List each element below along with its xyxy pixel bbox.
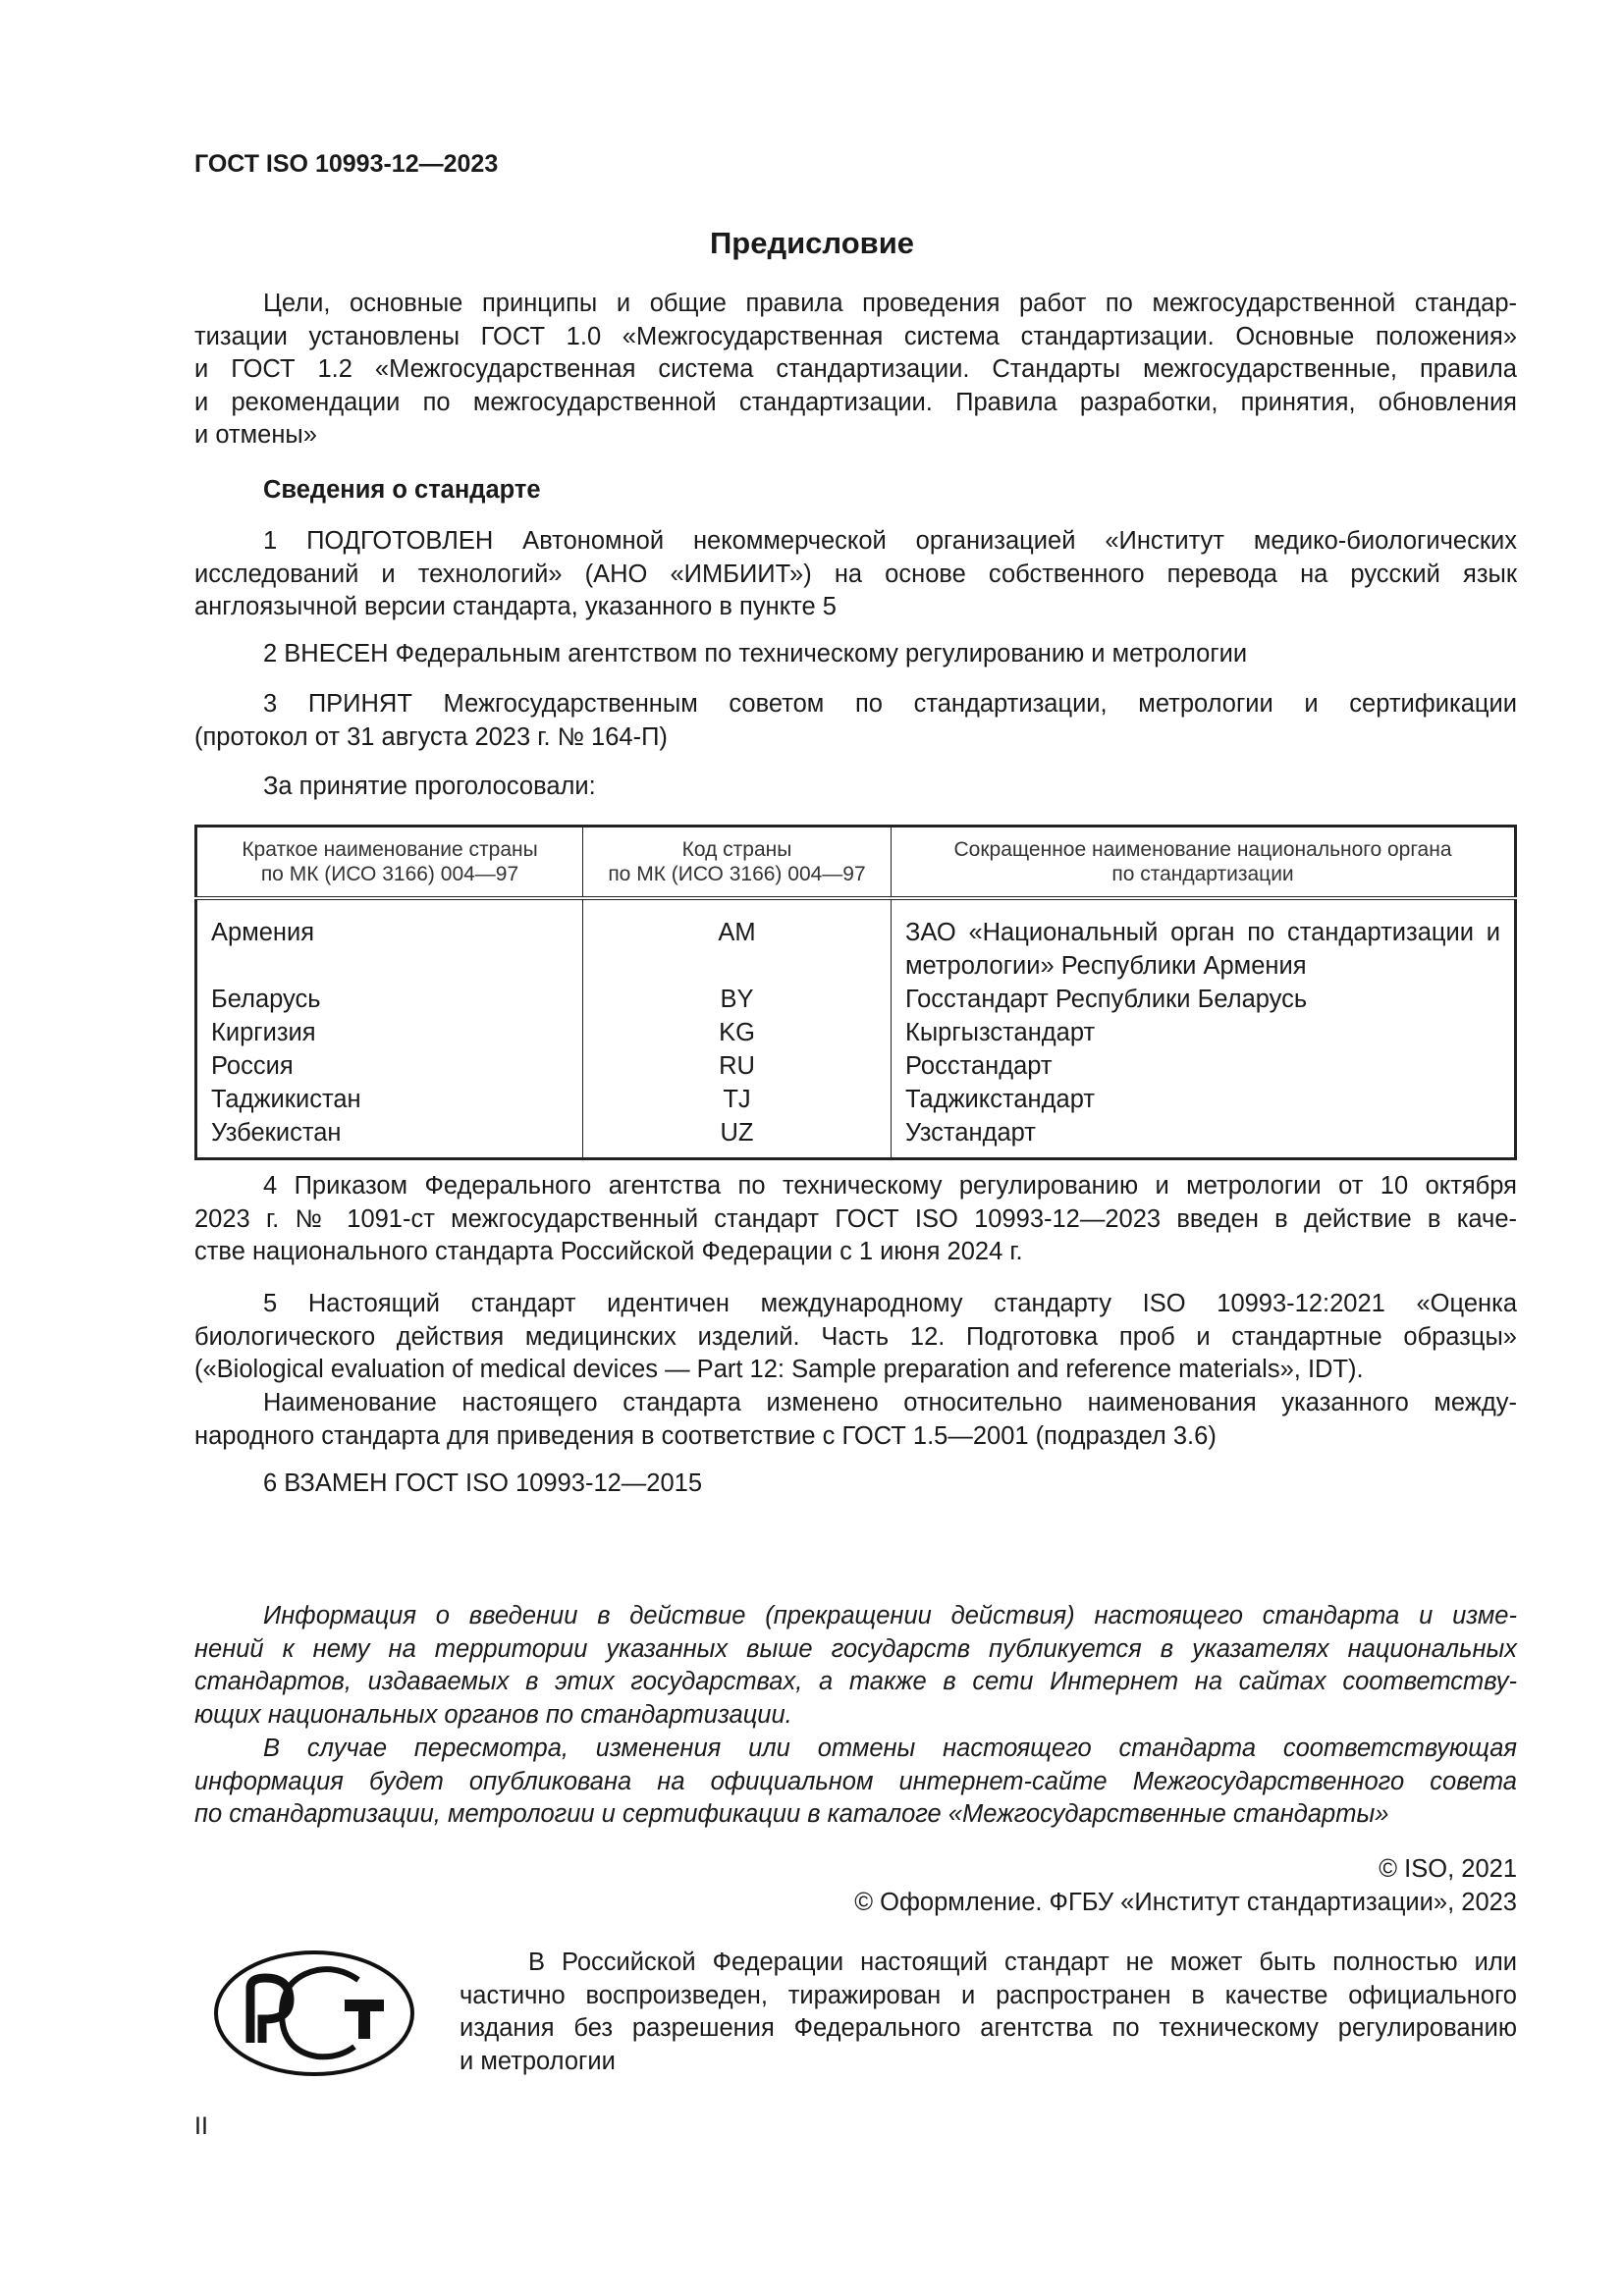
text-line: 2 ВНЕСЕН Федеральным агентством по техническому регулированию и метрологии [263,640,1248,667]
cell-code: UZ [583,1116,892,1159]
text-line: по стандартизации, метрологии и сертификации в каталоге «Межгосударственные стандарты» [194,1800,1389,1829]
item-6-replaces [194,1468,1517,1501]
rst-logo [211,1949,417,2083]
cell-country: Узбекистан [196,1116,583,1159]
section-heading-text: Сведения о стандарте [263,476,541,504]
cell-country: Беларусь [196,983,583,1016]
text-line: народного стандарта для приведения в соответствие с ГОСТ 1.5—2001 (подраздел 3.6) [194,1421,1217,1450]
copyright-iso: © ISO, 2021 [1379,1855,1517,1883]
table-row [196,1083,1516,1116]
table-header-row [196,827,1516,899]
text-line: ющих национальных органов по стандартизации. [194,1700,792,1729]
column-header-country: Краткое наименование страны по МК (ИСО 3166) 004—97 [196,827,583,899]
copyright-design: © Оформление. ФГБУ «Институт стандартизации», 2023 [854,1888,1517,1916]
text-line: Наименование настоящего стандарта изменено относительно наименования указанного между- [263,1389,1517,1416]
text-line: информация будет опубликована на официальном интернет-сайте Межгосударственного совета [194,1767,1517,1795]
text-line: биологического действия медицинских изделий. Часть 12. Подготовка проб и стандартные образцы» [194,1322,1517,1351]
text-line: В Российской Федерации настоящий стандарт не может быть полностью или [528,1949,1517,1976]
cell-country: Киргизия [196,1016,583,1049]
table-row [196,1116,1516,1159]
info-paragraph-1 [194,1600,1517,1732]
table-row [196,1016,1516,1049]
text-line: Информация о введении в действие (прекращении действия) настоящего стандарта и изме- [263,1602,1517,1629]
text-line: нений к нему на территории указанных выше государств публикуется в указателях национальных [194,1634,1517,1663]
text-line: исследований и технологий» (АНО «ИМБИИТ») на основе собственного перевода на русский язык [194,560,1517,588]
text-line: стве национального стандарта Российской Федерации с 1 июня 2024 г. [194,1238,1023,1266]
text-line: 1 ПОДГОТОВЛЕН Автономной некоммерческой организацией «Институт медико-биологических [263,527,1517,555]
text-line: и метрологии [460,2047,616,2075]
item-4-order [194,1170,1517,1269]
voted-label [194,771,1517,804]
cell-organization: Кыргызстандарт [905,1019,1096,1046]
cell-code: AM [583,898,892,983]
cell-organization: Росстандарт [905,1052,1053,1080]
text-line: англоязычной версии стандарта, указанного в пункте 5 [194,593,837,621]
table-row [196,898,1516,983]
item-5-identical [194,1288,1517,1387]
item-1-prepared [194,525,1517,624]
item-2-submitted [194,638,1517,671]
column-header-organization: Сокращенное наименование национального органа по стандартизации [892,827,1516,899]
cell-code: BY [583,983,892,1016]
cell-country: Армения [196,898,583,983]
cell-organization: Госстандарт Республики Беларусь [905,986,1308,1013]
page-number: II [194,2112,208,2140]
cell-country: Таджикистан [196,1083,583,1116]
text-line: 5 Настоящий стандарт идентичен международному стандарту ISO 10993-12:2021 «Оценка [263,1290,1517,1317]
cell-organization: Узстандарт [905,1119,1036,1147]
page-title: Предисловие [709,226,914,260]
text-line: и отмены» [194,421,317,450]
text-line: 4 Приказом Федерального агентства по техническому регулированию и метрологии от 10 октября [263,1172,1517,1200]
section-heading [194,474,1517,507]
cell-code: TJ [583,1083,892,1116]
cell-code: RU [583,1049,892,1083]
column-header-code: Код страны по МК (ИСО 3166) 004—97 [583,827,892,899]
cell-country: Россия [196,1049,583,1083]
intro-paragraph [194,288,1517,453]
text-line: За принятие проголосовали: [263,773,596,800]
text-line: частично воспроизведен, тиражирован и распространен в качестве официального [460,1981,1517,2009]
table-row [196,1049,1516,1083]
item-3-adopted [194,688,1517,754]
info-paragraph-2 [194,1733,1517,1832]
document-id: ГОСТ ISO 10993-12—2023 [194,150,499,178]
text-line: В случае пересмотра, изменения или отмены настоящего стандарта соответствующая [263,1735,1517,1762]
text-line: 6 ВЗАМЕН ГОСТ ISO 10993-12—2015 [263,1469,703,1497]
text-line: стандартов, издаваемых в этих государствах, а также в сети Интернет на сайтах соответству- [194,1668,1517,1696]
copyright-block [194,1853,1517,1919]
text-line: и рекомендации по межгосударственной стандартизации. Правила разработки, принятия, обновления [194,388,1517,416]
text-line: издания без разрешения Федерального агентства по техническому регулированию [460,2014,1517,2043]
item-5-name-change [194,1387,1517,1453]
cell-code: KG [583,1016,892,1049]
voting-countries-table [194,825,1517,1160]
table-row [196,983,1516,1016]
text-line: (протокол от 31 августа 2023 г. № 164-П) [194,722,668,751]
text-line: и ГОСТ 1.2 «Межгосударственная система стандартизации. Стандарты межгосударственные, правила [194,355,1517,384]
text-line: 2023 г. № 1091-ст межгосударственный стандарт ГОСТ ISO 10993-12—2023 введен в действие в каче- [194,1204,1517,1233]
cell-organization: ЗАО «Национальный орган по стандартизации и метрологии» Республики Армения [905,919,1500,980]
text-line: («Biological evaluation of medical devices — Part 12: Sample preparation and reference materials», IDT). [194,1356,1364,1384]
cell-organization: Таджикстандарт [905,1086,1096,1113]
text-line: Цели, основные принципы и общие правила проведения работ по межгосударственной стандар- [263,290,1517,317]
text-line: тизации установлены ГОСТ 1.0 «Межгосударственная система стандартизации. Основные положения» [194,322,1517,350]
text-line: 3 ПРИНЯТ Межгосударственным советом по стандартизации, метрологии и сертификации [263,690,1517,718]
reproduction-notice [460,1947,1517,2078]
